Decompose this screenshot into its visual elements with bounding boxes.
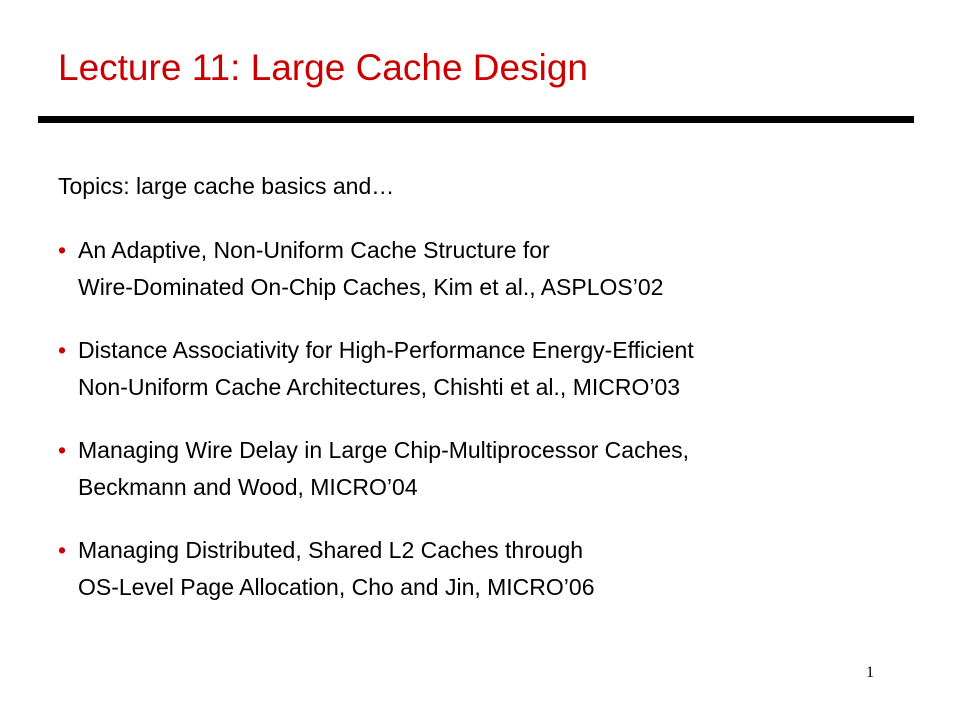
bullet-text [78,232,663,306]
bullet-icon: • [58,337,67,363]
bullet-item [58,532,948,606]
bullet-item [58,432,948,506]
bullet-icon: • [58,437,67,463]
topics-intro: Topics: large cache basics and… [58,173,395,199]
slide-body [58,168,948,632]
bullet-item [58,332,948,406]
bullet-text [78,432,689,506]
bullet-icon: • [58,537,67,563]
bullet-line: Non-Uniform Cache Architectures, Chishti et al., MICRO’03 [78,374,681,400]
title-divider [38,116,914,123]
bullet-line: An Adaptive, Non-Uniform Cache Structure for [78,237,550,263]
slide-number: 1 [866,664,874,681]
bullet-line: OS-Level Page Allocation, Cho and Jin, MICRO’06 [78,574,595,600]
bullet-line: Wire-Dominated On-Chip Caches, Kim et al., ASPLOS’02 [78,274,664,300]
bullet-icon: • [58,237,67,263]
bullet-line: Distance Associativity for High-Performance Energy-Efficient [78,337,694,363]
bullet-text [78,332,694,406]
bullet-text [78,532,595,606]
bullet-line: Managing Distributed, Shared L2 Caches through [78,537,584,563]
bullet-item [58,232,948,306]
slide-title: Lecture 11: Large Cache Design [58,47,588,88]
bullet-line: Managing Wire Delay in Large Chip-Multiprocessor Caches, [78,437,690,463]
bullet-line: Beckmann and Wood, MICRO’04 [78,474,418,500]
